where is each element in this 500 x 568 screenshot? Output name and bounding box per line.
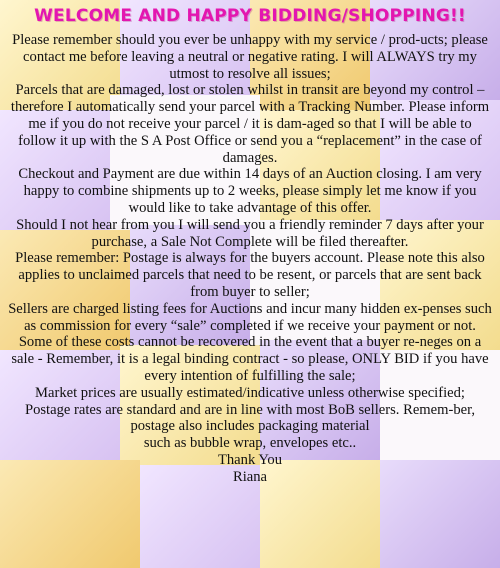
signature-name: Riana (232, 468, 268, 485)
paragraph-checkout: Checkout and Payment are due within 14 days of an Auction closing. I am very happy to combine shipments up to 2 weeks, please simply let me know if you would like to take advantage of this offer. (18, 166, 482, 216)
thank-you: Thank You (217, 451, 283, 468)
paragraph-fees: Sellers are charged listing fees for Auctions and incur many hidden ex-penses such as commission for every “sale” completed if we receive your payment or not. (8, 300, 492, 334)
paragraph-contract: Some of these costs cannot be recovered in the event that a buyer re-neges on a sale - Remember, it is a legal binding contract - so please, ONLY BID if you have every intention of fulfilling the sale; (11, 334, 489, 384)
paragraph-packaging: such as bubble wrap, envelopes etc.. (143, 435, 357, 452)
paragraph-reminder: Should I not hear from you I will send you a friendly reminder 7 days after your purchase, a Sale Not Complete will be filed thereafter. (16, 216, 484, 250)
paragraph-market-prices: Market prices are usually estimated/indicative unless otherwise specified; (35, 384, 465, 401)
page-title: WELCOME AND HAPPY BIDDING/SHOPPING!! (34, 6, 466, 26)
paragraph-postage-rates: Postage rates are standard and are in line with most BoB sellers. Remem-ber, postage also includes packaging material (24, 401, 476, 435)
paragraph-parcels: Parcels that are damaged, lost or stolen whilst in transit are beyond my control – therefore I automatically send your parcel with a Tracking Number. Please inform me if you do not receive your parcel / it is dam-aged so that I will be able to follow it up with the S A Post Office or send you a “replacement” in the case of damages. (10, 82, 490, 166)
paragraph-postage: Please remember: Postage is always for the buyers account. Please note this also applies to unclaimed parcels that need to be resent, or parcels that are sent back from buyer to seller; (15, 250, 485, 300)
paragraph-service: Please remember should you ever be unhappy with my service / prod-ucts; please contact me before leaving a neutral or negative rating. I will ALWAYS try my utmost to resolve all issues; (12, 32, 488, 82)
